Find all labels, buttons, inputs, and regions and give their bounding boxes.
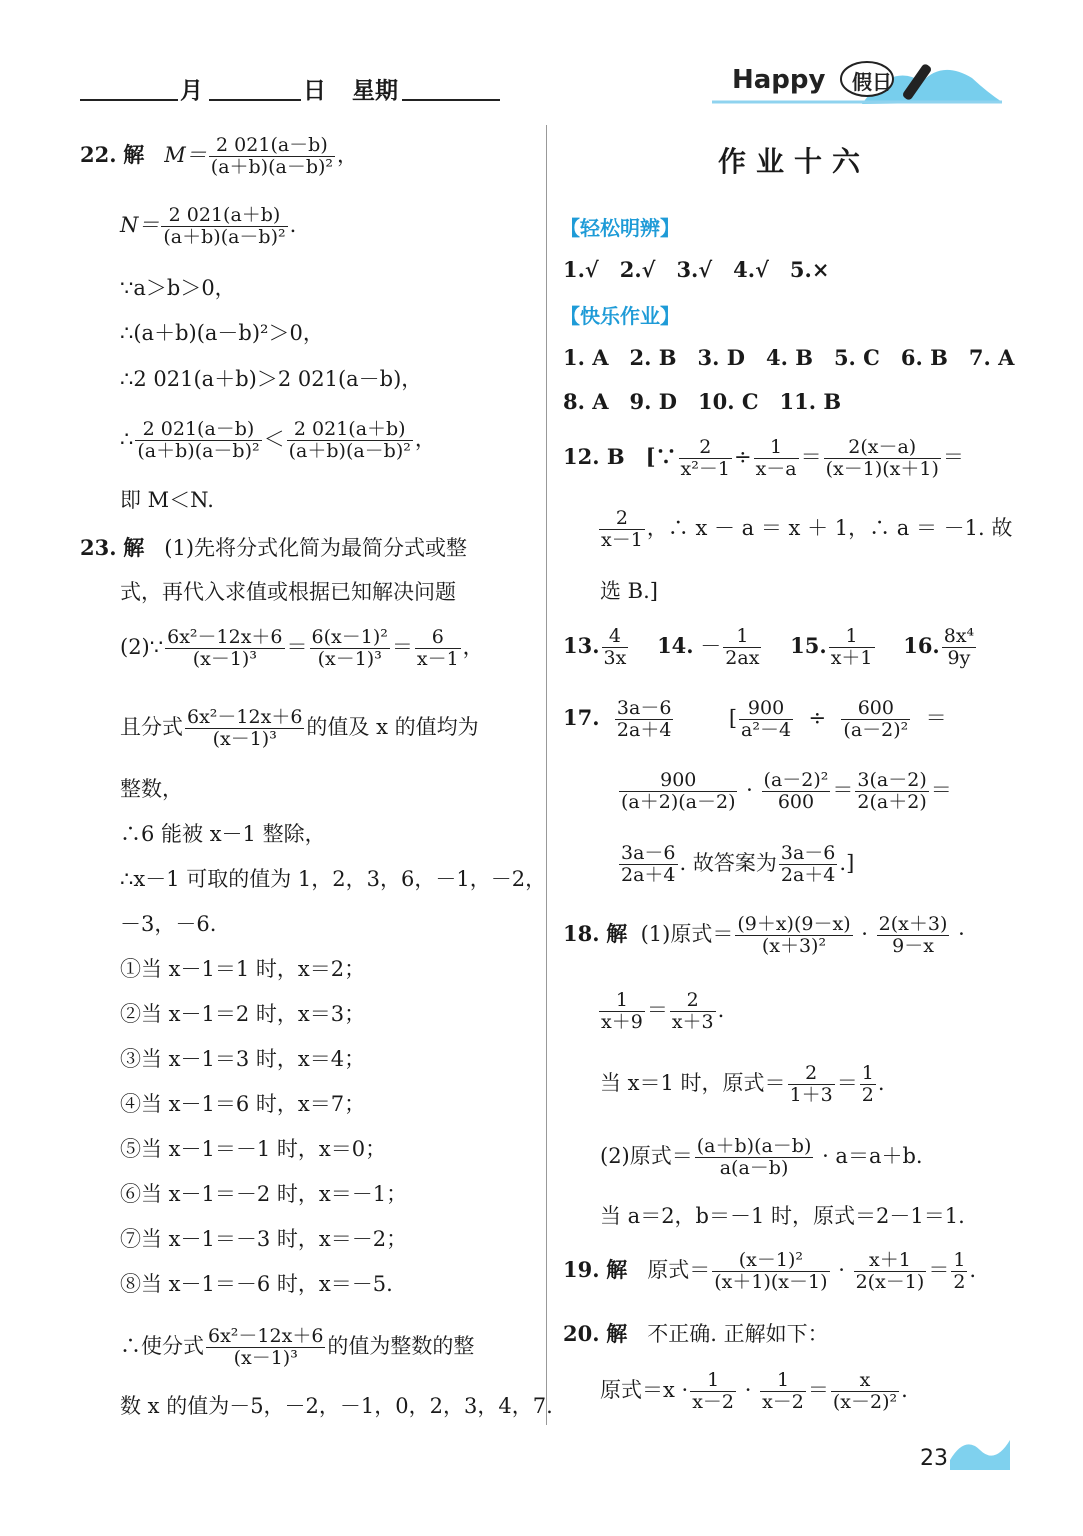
mc-answers-1: 1. A 2. B 3. D 4. B 5. C 6. B 7. A: [563, 345, 1015, 370]
p23-line5: 整数，: [120, 777, 183, 801]
month-blank[interactable]: [80, 99, 178, 101]
p23-line8: －3，－6.: [120, 912, 217, 936]
p17-line3: $\frac{3a-6}{2a+4}$ . 故答案为 $\frac{3a-6}{2a+4}$ .]: [621, 842, 855, 886]
p23-case-6: ⑥当 x－1＝－2 时，x＝－1；: [120, 1182, 408, 1206]
p18-line2: $\frac{1}{x+9}$ ＝ $\frac{2}{x+3}$ .: [601, 989, 725, 1033]
p22-line3: ∵a＞b＞0，: [120, 276, 236, 300]
p23-line6: ∴6 能被 x－1 整除，: [120, 822, 326, 846]
wave-icon: [950, 1430, 1010, 1470]
p20-line1: 20. 解 不正确. 正解如下：: [563, 1321, 829, 1346]
p23-case-7: ⑦当 x－1＝－3 时，x＝－2；: [120, 1227, 408, 1251]
column-divider: [546, 125, 547, 1425]
p12-line2: $\frac{2}{x-1}$ ，∴ x － a ＝ x ＋ 1，∴ a ＝ －1. 故: [601, 507, 1013, 551]
p22-line2: N＝ $\frac{2 021(a+b)}{\text{(a＋b)(a－b)²}}$ .: [120, 204, 297, 248]
mc-answers-2: 8. A 9. D 10. C 11. B: [563, 389, 842, 414]
p12-line3: 选 B.]: [600, 579, 658, 603]
p22-line1: 22. 解 M＝ $\frac{2 021(a-b)}{\text{(a＋b)(a－b)²}}$ ，: [80, 134, 359, 178]
p23-case-5: ⑤当 x－1＝－1 时，x＝0；: [120, 1137, 387, 1161]
p23-case-4: ④当 x－1＝6 时，x＝7；: [120, 1092, 366, 1116]
p22-line6: ∴ $\frac{2 021(a-b)}{\text{(a＋b)(a－b)²}}$ ＜ $\frac{2 021(a+b)}{\text{(a＋b)(a－b)²}}$ ，: [120, 418, 436, 462]
p23-line7: ∴x－1 可取的值为 1，2，3，6，－1，－2，: [120, 867, 547, 891]
p23-line10: 数 x 的值为－5，－2，－1，0，2，3，4，7.: [120, 1394, 553, 1418]
p12-line1: 12. B [∵ $\frac{2}{\text{x²－1}}$ ÷ $\frac{1}{x-a}$ ＝ $\frac{2(x-a)}{(x-1)(x+1)}$ ＝: [563, 436, 964, 480]
p17-line2: $\frac{900}{(a+2)(a-2)}$ · $\frac{\text{(a－2)²}}{600}$ ＝ $\frac{3(a-2)}{2(a+2)}$ ＝: [621, 769, 952, 813]
p20-line2: 原式＝x · $\frac{1}{x-2}$ · $\frac{1}{x-2}$ ＝ $\frac{x}{\text{(x－2)²}}$ .: [600, 1369, 908, 1413]
section-title: 作业十六: [718, 145, 871, 178]
weekday-label: 星期: [352, 78, 398, 104]
p22-line4: ∴(a＋b)(a－b)²＞0，: [120, 321, 324, 345]
p23-case-1: ①当 x－1＝1 时，x＝2；: [120, 957, 366, 981]
p22-line5: ∴2 021(a＋b)＞2 021(a－b)，: [120, 367, 423, 391]
p23-line3: (2)∵ $\frac{\text{6x²－12x＋6}}{\text{(x－1)³}}$ ＝ $\frac{\text{6(x－1)²}}{\text{(x－1)³}}$ ＝ $\frac{6}{x-1}$ ，: [120, 626, 484, 670]
p17-line1: 17. $\frac{3a-6}{2a+4}$ [ $\frac{900}{\text{a²－4}}$ ÷ $\frac{600}{\text{(a－2)²}}$ ＝: [563, 697, 947, 741]
section-easy-judge: 【轻松明辨】: [560, 216, 680, 240]
page-number: 23: [920, 1446, 948, 1471]
p23-case-3: ③当 x－1＝3 时，x＝4；: [120, 1047, 366, 1071]
p18-line3: 当 x＝1 时，原式＝ $\frac{2}{1+3}$ ＝ $\frac{1}{2}$ .: [600, 1062, 885, 1106]
p23-case-8: ⑧当 x－1＝－6 时，x＝－5.: [120, 1272, 393, 1296]
day-label: 日: [303, 78, 326, 104]
happy-holiday-logo: [712, 52, 1002, 112]
p13-16-answers: 13. $\frac{4}{3x}$ 14. － $\frac{1}{2ax}$ 15. $\frac{1}{x+1}$ 16. $\frac{\text{8x⁴}}{9y}$: [563, 625, 975, 669]
day-blank[interactable]: [209, 99, 301, 101]
p23-case-2: ②当 x－1＝2 时，x＝3；: [120, 1002, 366, 1026]
p23-line4: 且分式 $\frac{\text{6x²－12x＋6}}{\text{(x－1)³}}$ 的值及 x 的值均为: [120, 706, 479, 750]
p23-line9: ∴使分式 $\frac{\text{6x²－12x＋6}}{\text{(x－1)³}}$ 的值为整数的整: [120, 1325, 475, 1369]
svg-text:Happy: Happy: [732, 65, 826, 95]
p23-line2: 式，再代入求值或根据已知解决问题: [120, 580, 456, 604]
p19-line1: 19. 解 原式＝ $\frac{\text{(x－1)²}}{(x+1)(x-1)}$ · $\frac{x+1}{2(x-1)}$ ＝ $\frac{1}{2}$ .: [563, 1249, 977, 1293]
month-label: 月: [180, 78, 203, 104]
p18-line1: 18. 解 (1)原式＝ $\frac{(9+x)(9-x)}{\text{(x＋3)²}}$ · $\frac{2(x+3)}{9-x}$ ·: [563, 913, 965, 957]
p23-line1: 23. 解 (1)先将分式化简为最简分式或整: [80, 535, 468, 560]
svg-text:假日: 假日: [852, 70, 892, 94]
p18-line5: 当 a＝2，b＝－1 时，原式＝2－1＝1.: [600, 1204, 965, 1228]
p18-line4: (2)原式＝ $\frac{(a+b)(a-b)}{a(a-b)}$ · a＝a＋b.: [600, 1135, 923, 1179]
section-happy-homework: 【快乐作业】: [560, 304, 680, 328]
tf-answers: 1.√ 2.√ 3.√ 4.√ 5.×: [563, 257, 830, 282]
weekday-blank[interactable]: [402, 99, 500, 101]
p22-line7: 即 M＜N.: [120, 488, 214, 512]
